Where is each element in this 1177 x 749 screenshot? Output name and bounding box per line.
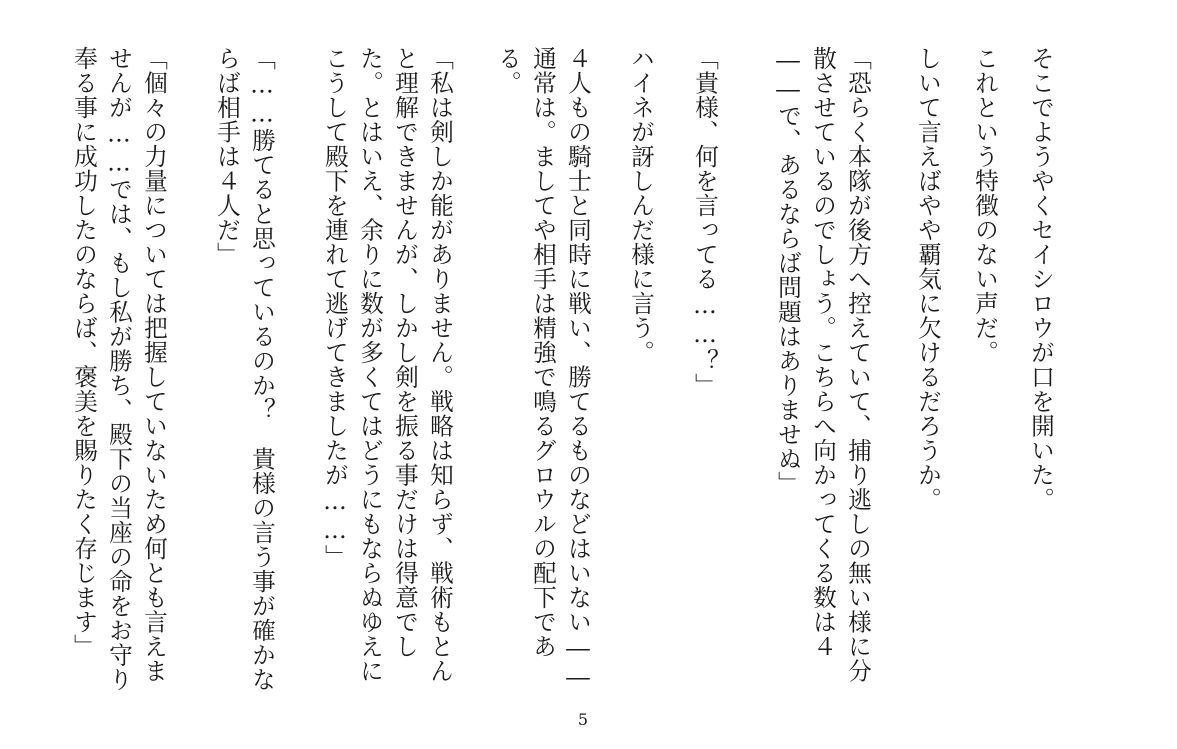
paragraph-3: しいて言えばやや覇気に欠けるだろうか。 (914, 46, 942, 512)
paragraph-10: 「個々の力量については把握していないため何とも言えませんが……では、もし私が勝ち、殿下の当座の命をお守り奉る事に成功したのならば、褒美を賜りたく存じます」 (70, 46, 168, 692)
paragraph-4: 「恐らく本隊が後方へ控えていて、捕り逃しの無い様に分散させているのでしょう。こちらへ向かってくる数は４――で、あるならば問題はありませぬ」 (774, 46, 872, 683)
paragraph-9: 「……勝てると思っているのか？ 貴様の言う事が確かならば相手は４人だ」 (213, 46, 276, 692)
page-number: 5 (577, 710, 589, 729)
paragraph-7: ４人もの騎士と同時に戦い、勝てるものなどはいない――通常は。ましてや相手は精強で鳴るグロウルの配下である。 (494, 46, 592, 692)
paragraph-6: ハイネが訝しんだ様に言う。 (627, 46, 655, 365)
paragraph-1: そこでようやくセイシロウが口を開いた。 (1027, 46, 1055, 512)
paragraph-5: 「貴様、何を言ってる……？」 (691, 46, 719, 398)
paragraph-2: これという特徴のない声だ。 (971, 46, 999, 365)
paragraph-8: 「私は剣しか能がありません。戦略は知らず、戦術もとんと理解できませんが、しかし剣を振る事だけは得意でした。とはいえ、余りに数が多くてはどうにもならぬゆえにこうして殿下を連れて逃げてきましたが……」 (321, 46, 454, 683)
